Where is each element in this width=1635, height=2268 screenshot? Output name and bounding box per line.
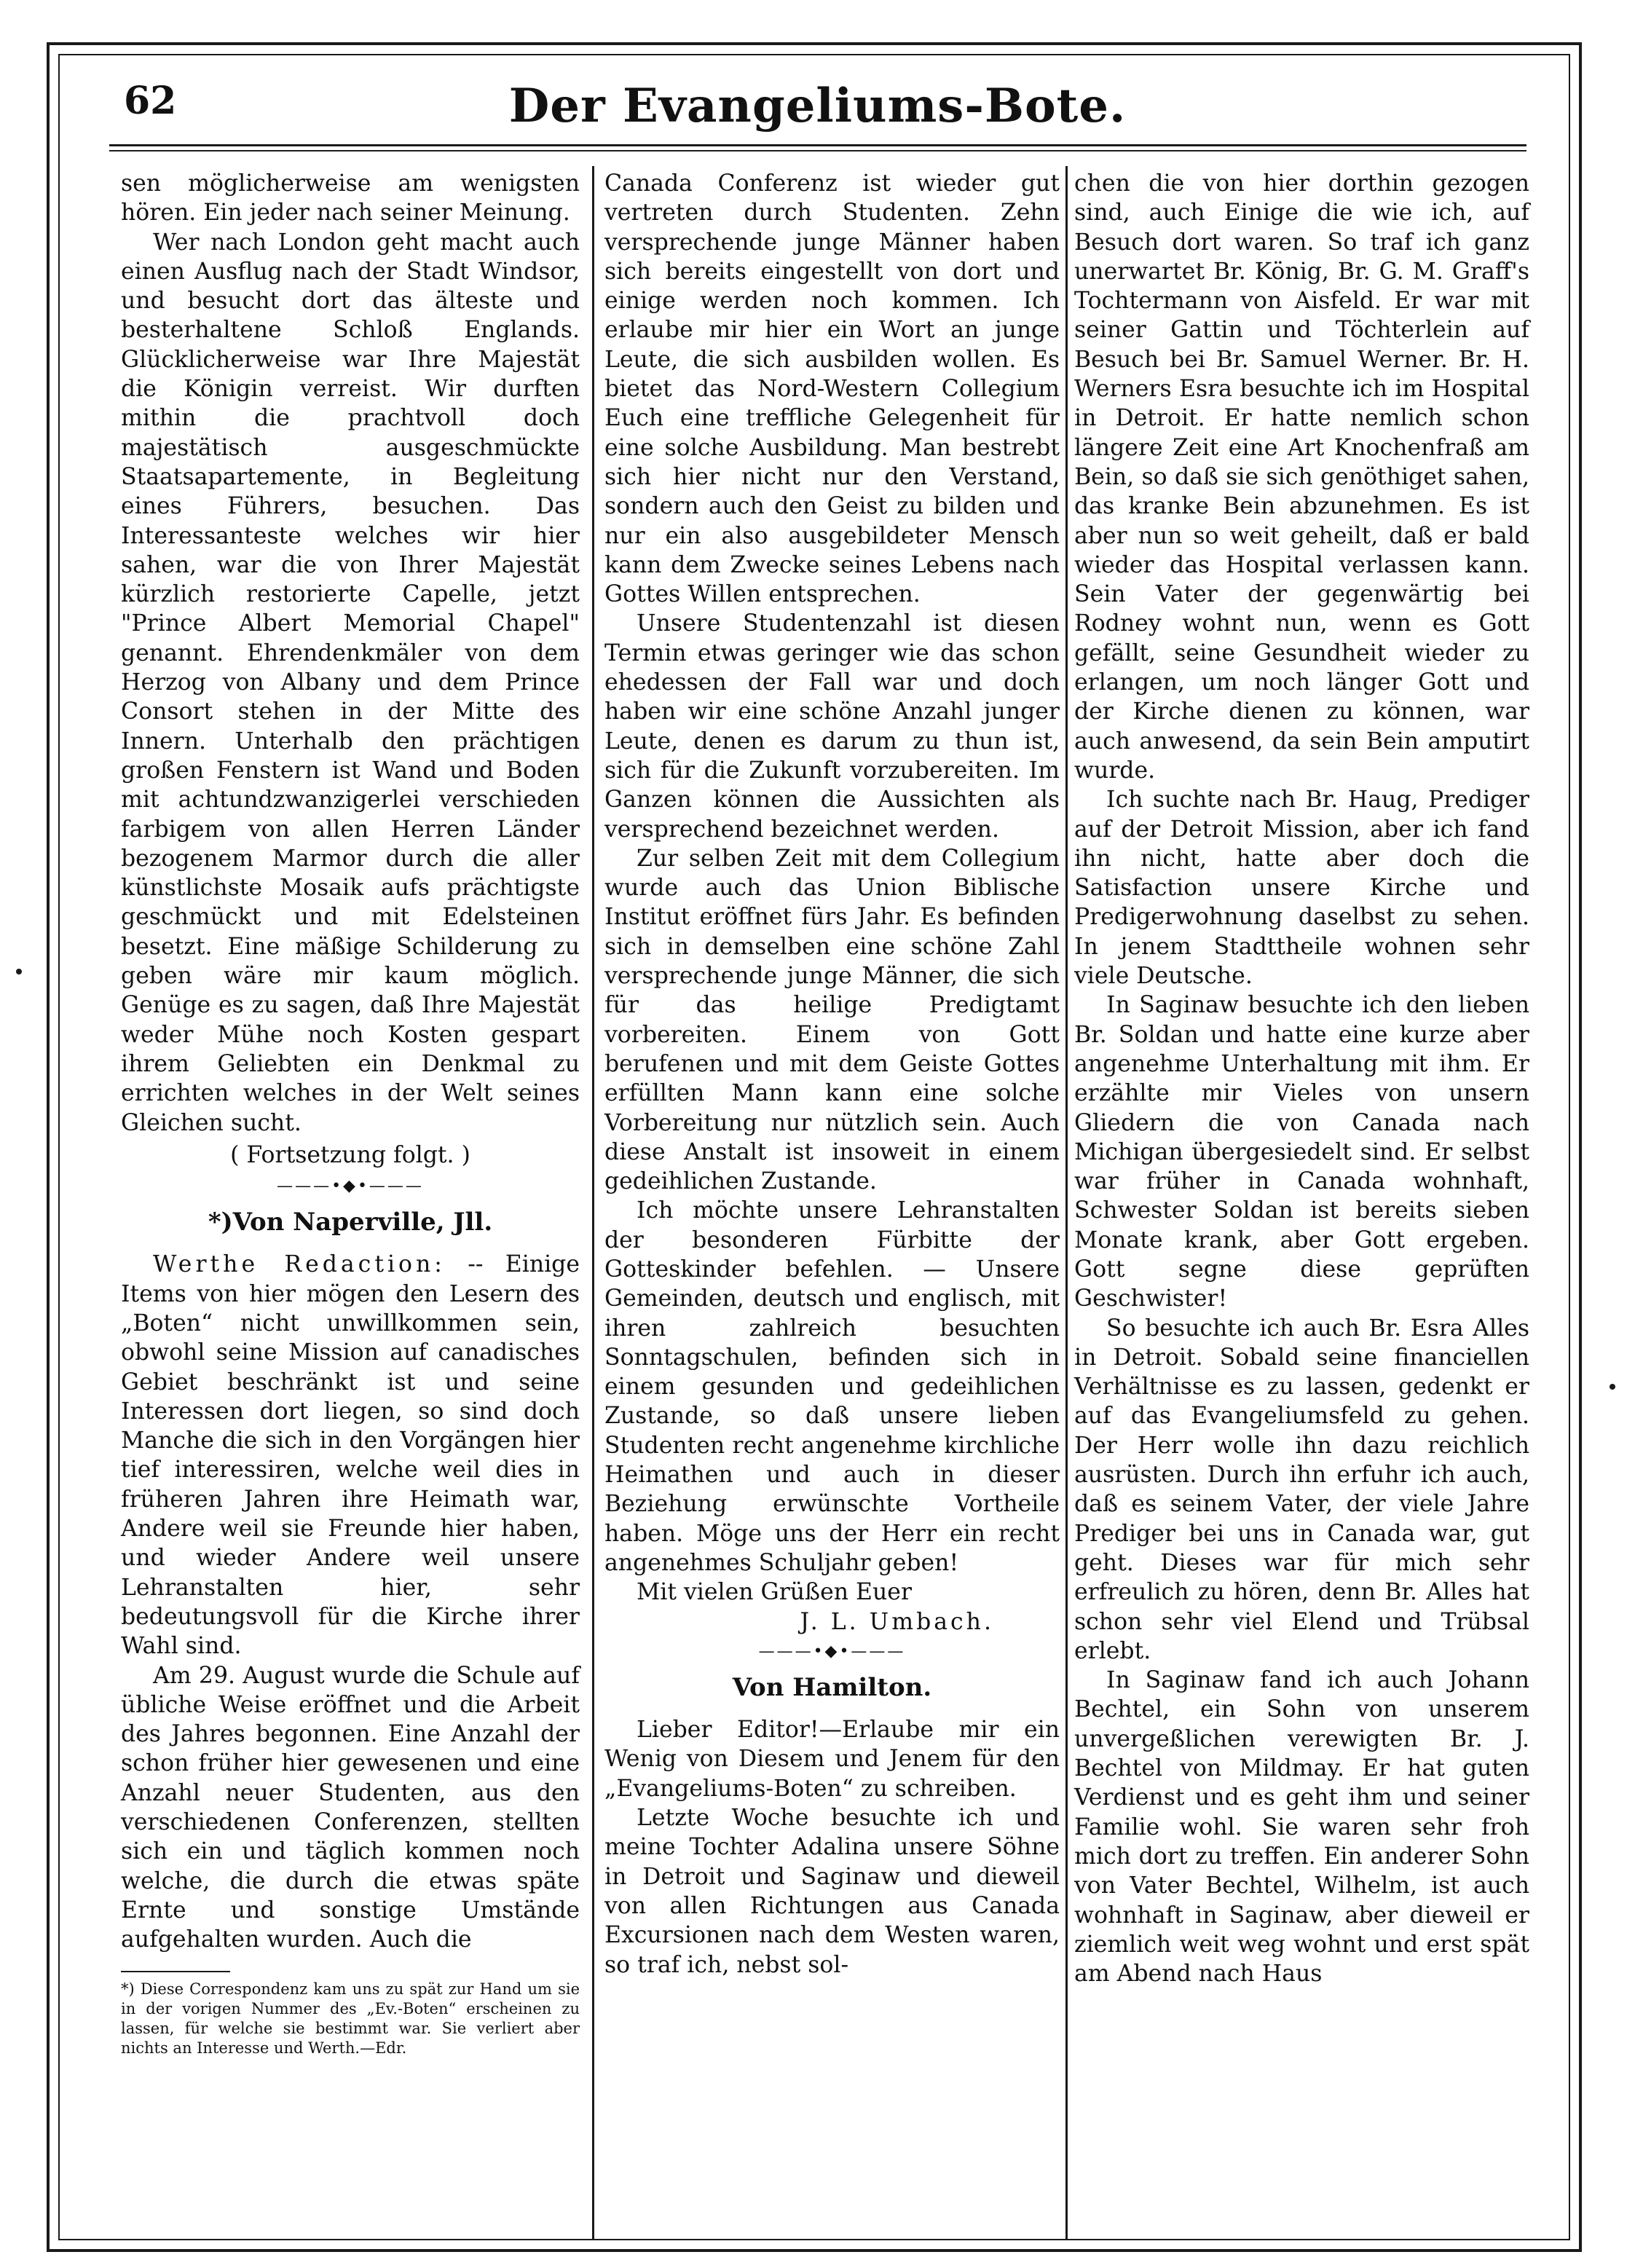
column-2 [604,169,1060,1980]
paragraph: Lieber Editor!—Erlaube mir ein Wenig von Diesem und Jenem für den „Evangeliums-Boten“ zu schreiben. [604,1717,1060,1802]
footnote-rule [121,1971,230,1972]
footnote: *) Diese Correspondenz kam uns zu spät zur Hand um sie in der vorigen Nummer des „Ev.-Boten“ erscheinen zu lassen, für welche sie bestimmt war. Sie verliert aber nichts an Interesse und Werth.—Edr. [121,1980,580,2057]
margin-speck [16,969,22,974]
paragraph: Canada Conferenz ist wieder gut vertreten durch Studenten. Zehn versprechende junge Männer haben sich bereits eingestellt von dort und einige werden noch kommen. Ich erlaube mir hier ein Wort an junge Leute, die sich ausbilden wollen. Es bietet das Nord-Western Collegium Euch eine treffliche Gelegenheit für eine solche Ausbildung. Man bestrebt sich hier nicht nur den Verstand, sondern auch den Geist zu bilden und nur ein also ausgebildeter Mensch kann dem Zwecke seines Lebens nach Gottes Willen entsprechen. [604,170,1060,608]
paragraph: So besuchte ich auch Br. Esra Alles in Detroit. Sobald seine financiellen Verhältnisse es zu lassen, gedenkt er auf das Evangeliumsfeld zu gehen. Der Herr wolle ihn dazu reichlich ausrüsten. Durch ihn erfuhr ich auch, daß es seinem Vater, der viele Jahre Prediger bei uns in Canada war, gut geht. Dieses war für mich sehr erfreulich zu hören, denn Br. Alles hat schon sehr viel Elend und Trübsal erlebt. [1074,1315,1529,1664]
paragraph: Zur selben Zeit mit dem Collegium wurde auch das Union Biblische Institut eröffnet fürs Jahr. Es befinden sich in demselben eine schöne Zahl versprechende junge Männer, die sich für das heilige Predigtamt vorbereiten. Einem von Gott berufenen und mit dem Geiste Gottes erfüllten Mann kann eine solche Vorbereitung nur nützlich sein. Auch diese Anstalt ist insoweit in einem gedeihlichen Zustande. [604,845,1060,1195]
continued-note: ( Fortsetzung folgt. ) [230,1141,470,1168]
ornament-divider: ———•◆•——— [277,1177,424,1196]
paragraph-text: -- Einige Items von hier mögen den Lesern des „Boten“ nicht unwillkommen sein, obwohl seine Mission auf canadisches Gebiet beschränkt ist und seine Interessen dort liegen, so sind doch Manche die sich in den Vorgängen hier tief interessiren, welche weil dies in früheren Jahren ihre Heimath war, Andere weil sie Freunde hier haben, und wieder Andere weil unsere Lehranstalten hier, sehr bedeutungsvoll für die Kirche ihrer Wahl sind. [121,1251,580,1660]
closing-line: Mit vielen Grüßen Euer [637,1579,912,1606]
paragraph: chen die von hier dorthin gezogen sind, auch Einige die wie ich, auf Besuch dort waren. So traf ich ganz unerwartet Br. König, Br. G. M. Graff's Tochtermann von Aisfeld. Er war mit seiner Gattin und Töchterlein auf Besuch bei Br. Samuel Werner. Br. H. Werners Esra besuchte ich im Hospital in Detroit. Er hatte nemlich schon längere Zeit eine Art Knochenfraß am Bein, so daß sie sich genöthiget sahen, das kranke Bein abzunehmen. Es ist aber nun so weit geheilt, daß er bald wieder das Hospital verlassen kann. Sein Vater der gegenwärtig bei Rodney wohnt nun, wenn es Gott gefällt, seine Gesundheit wieder zu erlangen, um noch länger Gott und der Kirche dienen zu können, war auch anwesend, da sein Bein amputirt wurde. [1074,170,1529,784]
paragraph: Ich möchte unsere Lehranstalten der besonderen Fürbitte der Gotteskinder befehlen. — Unsere Gemeinden, deutsch und englisch, mit ihren zahlreich besuchten Sonntagschulen, befinden sich in einem gesunden und gedeihlichen Zustande, so daß unsere lieben Studenten recht angenehme kirchliche Heimathen und auch in dieser Beziehung erwünschte Vortheile haben. Möge uns der Herr ein recht angenehmes Schuljahr geben! [604,1197,1060,1576]
article-heading: *)Von Naperville, Jll. [208,1208,493,1237]
column-3 [1074,169,1529,1988]
paragraph: In Saginaw fand ich auch Johann Bechtel, ein Sohn von unserem unvergeßlichen verewigten Br. J. Bechtel von Mildmay. Er hat guten Verdienst und es geht ihm und seiner Familie wohl. Sie waren sehr froh mich dort zu treffen. Ein anderer Sohn von Vater Bechtel, Wilhelm, ist auch wohnhaft in Saginaw, aber dieweil er ziemlich weit weg wohnt und erst spät am Abend nach Haus [1074,1667,1529,1988]
paragraph: In Saginaw besuchte ich den lieben Br. Soldan und hatte eine kurze aber angenehme Unterhaltung mit ihm. Er erzählte mir Vieles von unsern Gliedern die von Canada nach Michigan übergesiedelt sind. Er selbst war früher in Canada wohnhaft, Schwester Soldan ist bereits sieben Monate krank, aber Gott ergeben. Gott segne diese geprüften Geschwister! [1074,992,1529,1312]
signature: J. L. Umbach. [800,1608,994,1635]
header-rule-top [109,144,1526,146]
column-rule-2 [1065,166,1068,2240]
paragraph: Letzte Woche besuchte ich und meine Tochter Adalina unsere Söhne in Detroit und Saginaw und dieweil von allen Richtungen aus Canada Excursionen nach dem Westen waren, so traf ich, nebst sol- [604,1805,1060,1978]
ornament-divider: ———•◆•——— [758,1642,906,1661]
paragraph: Am 29. August wurde die Schule auf übliche Weise eröffnet und die Arbeit des Jahres begonnen. Eine Anzahl der schon früher hier gewesenen und eine Anzahl neuer Studenten, aus den verschiedenen Conferenzen, stellten sich ein und täglich kommen noch welche, die durch die etwas späte Ernte und sonstige Umstände aufgehalten wurden. Auch die [121,1662,580,1953]
paragraph [121,1250,580,1661]
paragraph: Unsere Studentenzahl ist diesen Termin etwas geringer wie das schon ehedessen der Fall war und doch haben wir eine schöne Anzahl junger Leute, denen es darum zu thun ist, sich für die Zukunft vorzubereiten. Im Ganzen können die Aussichten als versprechend bezeichnet werden. [604,610,1060,843]
paragraph: Wer nach London geht macht auch einen Ausflug nach der Stadt Windsor, und besucht dort das älteste und besterhaltene Schloß Englands. Glücklicherweise war Ihre Majestät die Königin verreist. Wir durften mithin die prachtvoll doch majestätisch ausgeschmückte Staatsapartemente, in Begleitung eines Führers, besuchen. Das Interessanteste welches wir hier sahen, war die von Ihrer Majestät kürzlich restorierte Capelle, jetzt "Prince Albert Memorial Chapel" genannt. Ehrendenkmäler von dem Herzog von Albany und dem Prince Consort stehen in der Mitte des Innern. Unterhalb den prächtigen großen Fenstern ist Wand und Boden mit achtundzwanzigerlei verschieden farbigem von allen Herren Länder bezogenem Marmor durch die aller künstlichste Mosaik aufs prächtigste geschmückt und mit Edelsteinen besetzt. Eine mäßige Schilderung zu geben wäre mir kaum möglich. Genüge es zu sagen, daß Ihre Majestät weder Mühe noch Kosten gespart ihrem Geliebten ein Denkmal zu errichten welches in der Welt seines Gleichen sucht. [121,229,580,1136]
column-rule-1 [592,166,594,2240]
salutation: Werthe Redaction: [153,1251,446,1278]
masthead: Der Evangeliums-Bote. [508,79,1127,133]
column-1 [121,169,580,2058]
page-number: 62 [124,79,177,123]
margin-speck [1610,1384,1615,1390]
paragraph: Ich suchte nach Br. Haug, Prediger auf der Detroit Mission, aber ich fand ihn nicht, hatte aber doch die Satisfaction unsere Kirche und Predigerwohnung daselbst zu sehen. In jenem Stadttheile wohnen sehr viele Deutsche. [1074,787,1529,990]
article-heading: Von Hamilton. [732,1672,932,1702]
header-rule-bottom [109,150,1526,151]
paragraph: sen möglicherweise am wenigsten hören. Ein jeder nach seiner Meinung. [121,170,580,227]
